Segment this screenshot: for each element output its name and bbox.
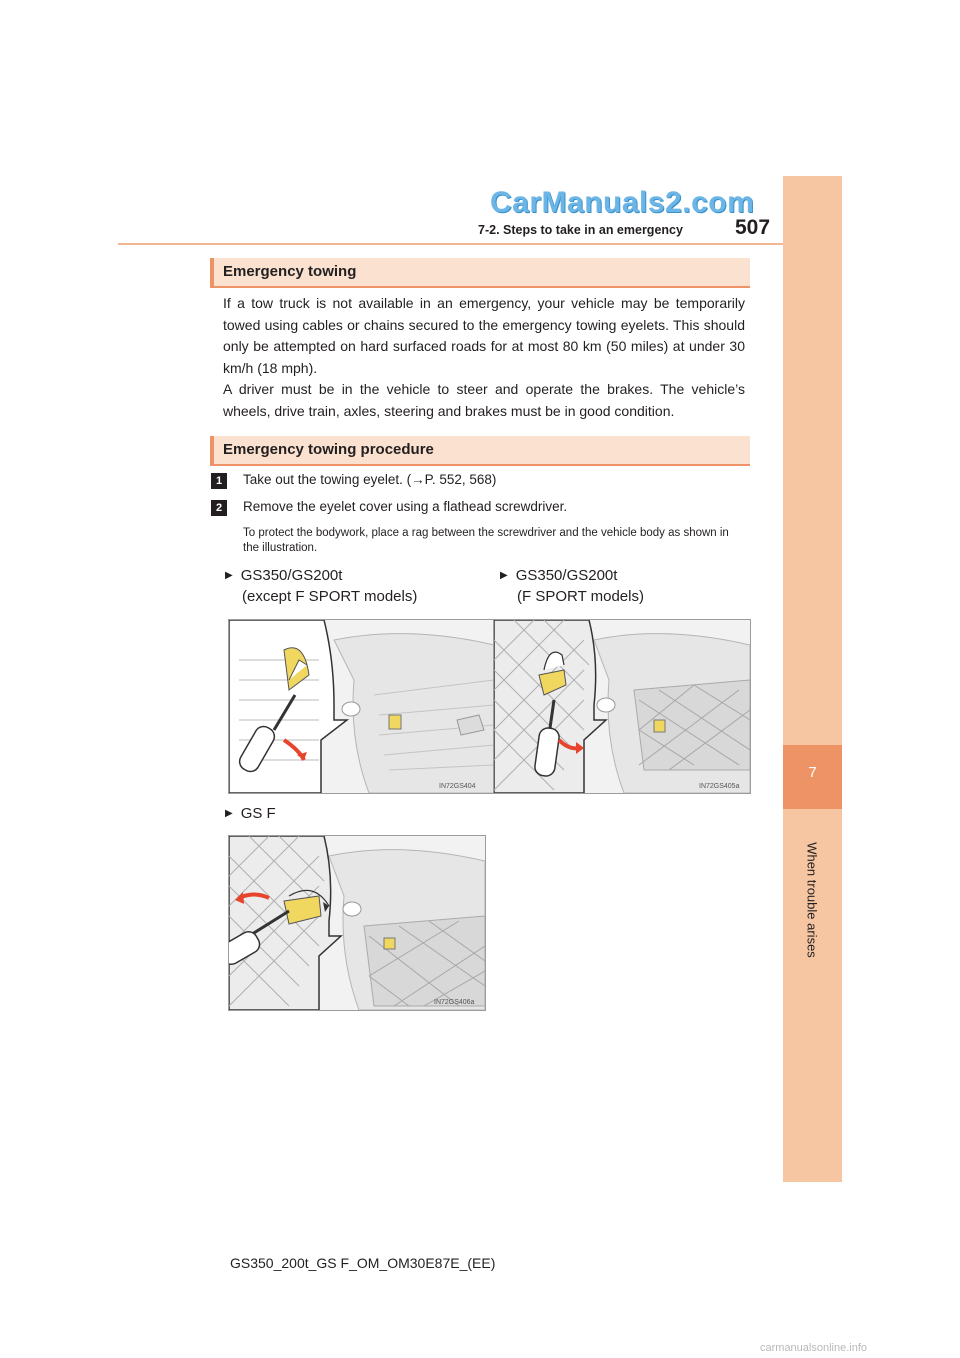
paragraph-1: If a tow truck is not available in an emergency, your vehicle may be temporarily towed using cables or chains secured to the emergency towing eyelets. This should only be attempted on hard surfaced roads for at most 80 km (50 miles) at under 30 km/h (18 mph).	[223, 295, 745, 376]
page-number: 507	[735, 216, 771, 239]
header-rule	[118, 243, 783, 245]
watermark-logo: CarManuals2.com	[490, 186, 755, 219]
step-2-note: To protect the bodywork, place a rag between the screwdriver and the vehicle body as shown in the illustration.	[243, 527, 729, 554]
model-label-2: ▶ GS350/GS200t (F SPORT models)	[500, 567, 644, 605]
paragraph-2: A driver must be in the vehicle to steer and operate the brakes. The vehicle’s wheels, drive train, axles, steering and brakes must be in good condition.	[223, 381, 745, 419]
heading-towing-procedure: Emergency towing procedure	[210, 436, 750, 466]
triangle-bullet-icon: ▶	[225, 808, 233, 819]
step-2-number: 2	[211, 500, 227, 516]
step-2-text: Remove the eyelet cover using a flathead screwdriver.	[243, 499, 568, 514]
chapter-label: When trouble arises	[804, 842, 820, 958]
triangle-bullet-icon: ▶	[500, 570, 508, 581]
model-label-1: ▶ GS350/GS200t (except F SPORT models)	[225, 567, 418, 605]
heading-emergency-towing: Emergency towing	[210, 258, 750, 288]
section-title: 7-2. Steps to take in an emergency	[478, 223, 683, 237]
figure-code: IN72GS405a	[699, 783, 740, 790]
figure-f-sport	[493, 619, 751, 794]
figure-code: IN72GS406a	[434, 999, 475, 1006]
emergency-towing-text	[223, 293, 745, 422]
model-label-3: ▶ GS F	[225, 805, 276, 822]
step-1-text: Take out the towing eyelet. (→P. 552, 568)	[243, 472, 497, 487]
footer-watermark: carmanualsonline.info	[760, 1342, 868, 1354]
step-1-number: 1	[211, 473, 227, 489]
figure-except-f-sport	[228, 619, 495, 794]
triangle-bullet-icon: ▶	[225, 570, 233, 581]
chapter-number: 7	[808, 764, 817, 781]
figure-gs-f	[228, 835, 486, 1011]
document-code: GS350_200t_GS F_OM_OM30E87E_(EE)	[230, 1255, 496, 1271]
figure-code: IN72GS404	[439, 783, 476, 790]
chapter-tab-strip	[783, 176, 842, 1182]
